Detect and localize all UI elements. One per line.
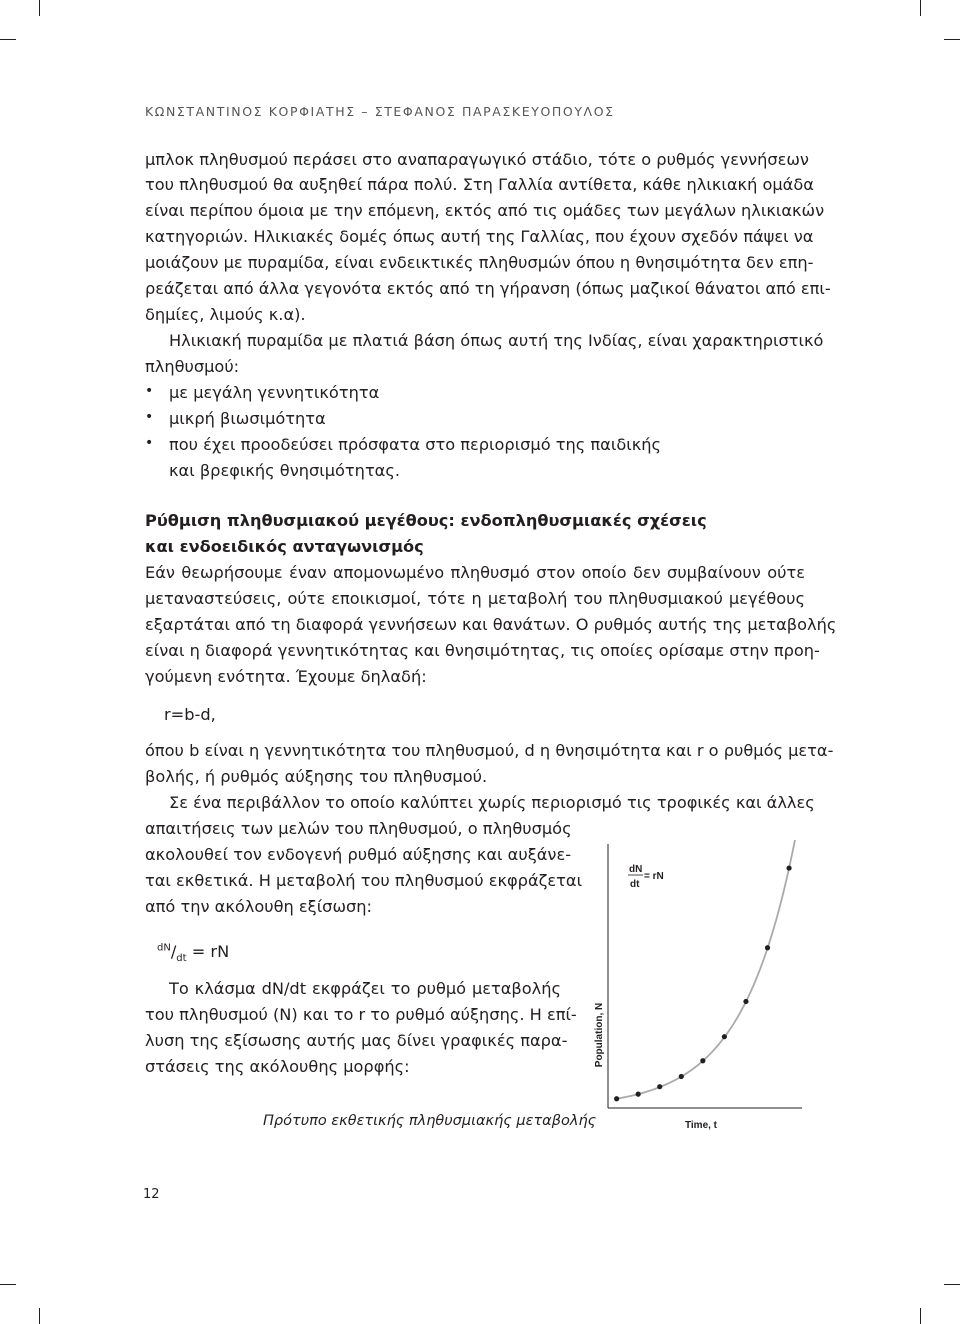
data-point — [700, 1058, 705, 1063]
text-line: Εάν θεωρήσουμε έναν απομονωμένο πληθυσμό στον οποίο δεν συμβαίνουν ούτε — [145, 563, 805, 582]
text-line: πληθυσμού: — [145, 357, 240, 376]
text-line: ρεάζεται από άλλα γεγονότα εκτός από τη γήρανση (όπως μαζικοί θάνατοι από επι- — [145, 279, 831, 298]
text-line: δημίες, λιμούς κ.α). — [145, 305, 306, 324]
bullet-icon: • — [145, 435, 154, 451]
chart-annotation — [628, 864, 664, 890]
text-line: είναι η διαφορά γεννητικότητας και θνησιμότητας, τις οποίες ορίσαμε στην προη- — [145, 641, 820, 660]
crop-mark — [944, 39, 960, 40]
crop-mark — [0, 39, 16, 40]
text-line: κατηγοριών. Ηλικιακές δομές όπως αυτή της Γαλλίας, που έχουν σχεδόν πάψει να — [145, 227, 814, 246]
running-header: ΚΩΝΣΤΑΝΤΙΝΟΣ ΚΟΡΦΙΑΤΗΣ – ΣΤΕΦΑΝΟΣ ΠΑΡΑΣΚΕΥΟΠΟΥΛΟΣ — [145, 104, 615, 119]
annotation-denominator: dt — [630, 879, 640, 890]
crop-mark — [944, 1284, 960, 1285]
y-axis-label: Population, N — [594, 1002, 605, 1068]
text-line: μπλοκ πληθυσμού περάσει στο αναπαραγωγικό στάδιο, τότε ο ρυθμός γεννήσεων — [145, 150, 809, 169]
list-item: μικρή βιωσιμότητα — [169, 409, 326, 428]
data-point — [614, 1096, 619, 1101]
text-line: λυση της εξίσωσης αυτής μας δίνει γραφικές παρα- — [145, 1031, 568, 1050]
crop-mark — [39, 0, 40, 16]
data-point — [786, 865, 791, 870]
page-number: 12 — [143, 1187, 160, 1202]
exponential-growth-chart — [580, 840, 810, 1140]
list-item: με μεγάλη γεννητικότητα — [169, 383, 380, 402]
section-heading: και ενδοειδικός ανταγωνισμός — [145, 537, 424, 556]
text-line: γούμενη ενότητα. Έχουμε δηλαδή: — [145, 667, 427, 686]
data-point — [765, 945, 770, 950]
growth-curve — [614, 840, 796, 1099]
text-line: του πληθυσμού (N) και το r το ρυθμό αύξησης. Η επί- — [145, 1005, 577, 1024]
bullet-icon: • — [145, 383, 154, 399]
text-line: βολής, ή ρυθμός αύξησης του πληθυσμού. — [145, 767, 488, 786]
data-point — [636, 1092, 641, 1097]
list-item: που έχει προοδεύσει πρόσφατα στο περιορισμό της παιδικής — [169, 435, 662, 454]
crop-mark — [920, 0, 921, 16]
crop-mark — [0, 1284, 16, 1285]
eq-denominator: dt — [176, 953, 187, 965]
formula: r=b-d, — [164, 705, 216, 724]
text-line: Ηλικιακή πυραμίδα με πλατιά βάση όπως αυτή της Ινδίας, είναι χαρακτηριστικό — [169, 331, 824, 350]
text-line: του πληθυσμού θα αυξηθεί πάρα πολύ. Στη Γαλλία αντίθετα, κάθε ηλικιακή ομάδα — [145, 175, 814, 194]
text-line: Σε ένα περιβάλλον το οποίο καλύπτει χωρίς περιορισμό τις τροφικές και άλλες — [169, 793, 815, 812]
text-line: είναι περίπου όμοια με την επόμενη, εκτός από τις ομάδες των μεγάλων ηλικιακών — [145, 201, 825, 220]
crop-mark — [39, 1308, 40, 1324]
section-heading: Ρύθμιση πληθυσμιακού μεγέθους: ενδοπληθυσμιακές σχέσεις — [145, 511, 707, 530]
eq-numerator: dN — [157, 942, 171, 954]
figure-caption: Πρότυπο εκθετικής πληθυσμιακής μεταβολής — [263, 1113, 597, 1129]
text-line: όπου b είναι η γεννητικότητα του πληθυσμού, d η θνησιμότητα και r ο ρυθμός μετα- — [145, 741, 834, 760]
text-line: ται εκθετικά. Η μεταβολή του πληθυσμού εκφράζεται — [145, 871, 583, 890]
text-line: απαιτήσεις των μελών του πληθυσμού, ο πληθυσμός — [145, 819, 572, 838]
x-axis-label: Time, t — [684, 1120, 718, 1131]
crop-mark — [920, 1308, 921, 1324]
text-line: από την ακόλουθη εξίσωση: — [145, 897, 372, 916]
text-line: εξαρτάται από τη διαφορά γεννήσεων και θανάτων. Ο ρυθμός αυτής της μεταβολής — [145, 615, 837, 634]
data-point — [722, 1034, 727, 1039]
annotation-rhs: = rN — [644, 871, 664, 882]
text-line: στάσεις της ακόλουθης μορφής: — [145, 1057, 410, 1076]
text-line: μεταναστεύσεις, ούτε εποικισμοί, τότε η μεταβολή του πληθυσμιακού μεγέθους — [145, 589, 805, 608]
annotation-numerator: dN — [629, 864, 643, 875]
bullet-icon: • — [145, 409, 154, 425]
data-point — [657, 1084, 662, 1089]
data-point — [743, 999, 748, 1004]
equation — [157, 942, 229, 964]
text-line: μοιάζουν με πυραμίδα, είναι ενδεικτικές πληθυσμών όπου η θνησιμότητα δεν επη- — [145, 253, 814, 272]
text-line: Το κλάσμα dN/dt εκφράζει το ρυθμό μεταβολής — [169, 979, 561, 998]
list-item-continuation: και βρεφικής θνησιμότητας. — [169, 461, 401, 480]
data-point — [679, 1074, 684, 1079]
eq-slash: / — [170, 942, 177, 961]
text-line: ακολουθεί τον ενδογενή ρυθμό αύξησης και αυξάνε- — [145, 845, 572, 864]
eq-rhs: = rN — [186, 942, 230, 961]
